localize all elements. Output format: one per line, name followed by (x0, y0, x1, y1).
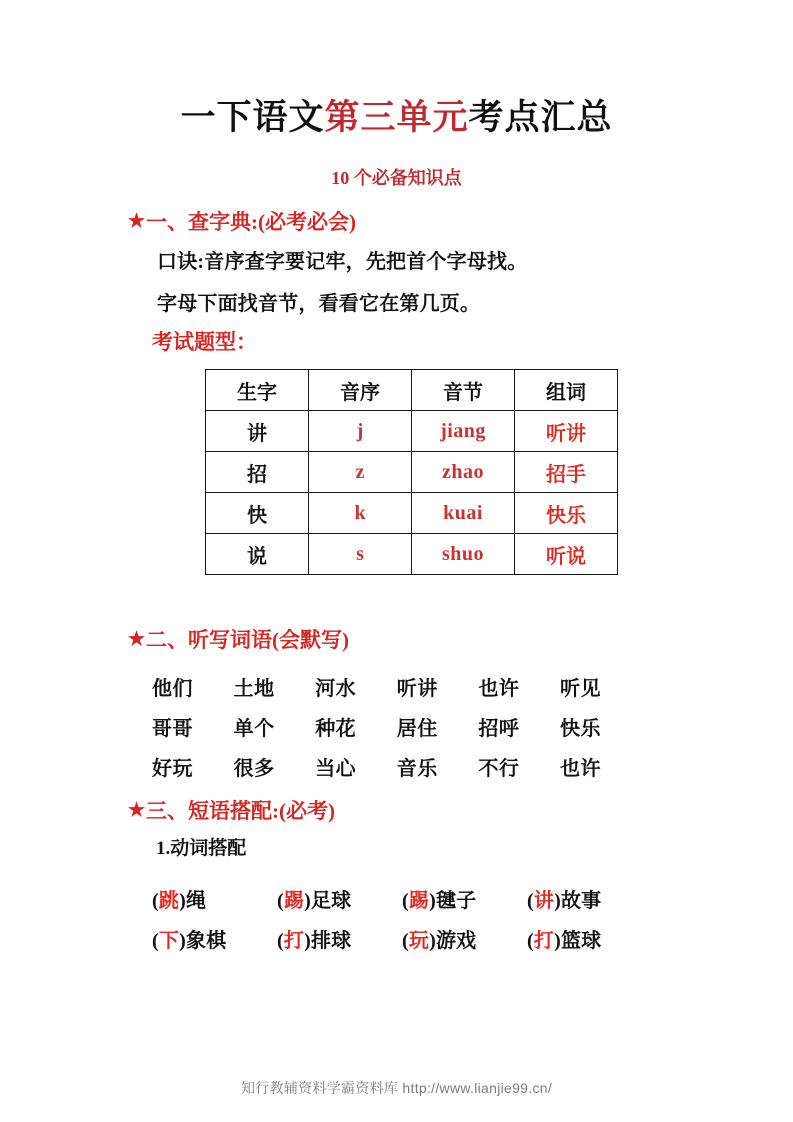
word-item: 居住 (396, 717, 438, 740)
phrase-verb: 下 (158, 929, 180, 952)
table-cell-letter: s (309, 534, 412, 575)
table-header-cell: 音序 (309, 370, 412, 411)
paren-close: ) (554, 889, 561, 912)
phrase-item (277, 884, 402, 913)
word-item: 快乐 (559, 717, 601, 740)
phrase-noun: 绳 (185, 889, 207, 912)
word-row (152, 666, 642, 706)
table-row (206, 411, 618, 452)
section-3-heading-label: 三、短语搭配:(必考) (146, 799, 336, 823)
phrase-noun: 足球 (310, 889, 352, 912)
table-cell-char: 讲 (206, 411, 309, 452)
paren-open: ( (527, 889, 534, 912)
phrase-item (527, 924, 652, 953)
paren-close: ) (429, 929, 436, 952)
page-title (0, 96, 793, 140)
word-item: 招呼 (478, 717, 520, 740)
phrase-item (527, 884, 652, 913)
phrase-noun: 故事 (560, 889, 602, 912)
paren-close: ) (179, 889, 186, 912)
word-item: 河水 (315, 677, 357, 700)
table-cell-syllable: zhao (412, 452, 515, 493)
table-header-cell: 生字 (206, 370, 309, 411)
dictionary-table-container (205, 369, 618, 575)
word-item: 很多 (233, 757, 275, 780)
word-item: 他们 (152, 677, 193, 700)
word-row (152, 746, 642, 786)
phrase-noun: 象棋 (185, 929, 227, 952)
verb-collocation-label: 1.动词搭配 (156, 838, 247, 859)
section-1-heading-label: 一、查字典:(必考必会) (146, 210, 357, 234)
phrase-item (152, 924, 277, 953)
phrase-verb: 讲 (533, 889, 555, 912)
phrase-verb: 玩 (408, 929, 430, 952)
star-icon: ★ (128, 628, 146, 650)
word-item: 单个 (233, 717, 275, 740)
phrase-verb: 打 (283, 929, 305, 952)
table-cell-word: 听说 (515, 534, 618, 575)
dictation-word-grid (152, 666, 642, 786)
paren-open: ( (152, 889, 159, 912)
paren-open: ( (152, 929, 159, 952)
phrase-item (402, 924, 527, 953)
word-item: 也许 (478, 677, 520, 700)
word-item: 好玩 (152, 757, 193, 780)
paren-close: ) (304, 929, 311, 952)
paren-open: ( (402, 929, 409, 952)
table-cell-word: 快乐 (515, 493, 618, 534)
word-item: 听讲 (396, 677, 438, 700)
section-2-heading-label: 二、听写词语(会默写) (146, 628, 350, 652)
footer-watermark: 知行教辅资料学霸资料库 http://www.lianjie99.cn/ (240, 1080, 553, 1096)
table-row (206, 452, 618, 493)
table-cell-letter: z (309, 452, 412, 493)
word-item: 也许 (559, 757, 601, 780)
table-cell-syllable: shuo (412, 534, 515, 575)
phrase-verb: 踢 (283, 889, 305, 912)
page-title-prefix: 一下语文 (180, 98, 325, 137)
star-icon: ★ (128, 210, 146, 232)
word-row (152, 706, 642, 746)
rhyme-line-2: 字母下面找音节，看看它在第几页。 (157, 293, 481, 315)
word-item: 种花 (315, 717, 357, 740)
word-item: 听见 (559, 677, 601, 700)
table-cell-char: 快 (206, 493, 309, 534)
word-item: 音乐 (396, 757, 438, 780)
paren-open: ( (402, 889, 409, 912)
paren-close: ) (554, 929, 561, 952)
dictionary-table (205, 369, 618, 575)
rhyme-line-1: 口诀:音序查字要记牢，先把首个字母找。 (157, 251, 528, 273)
phrase-item (152, 884, 277, 913)
phrase-noun: 游戏 (435, 929, 477, 952)
table-cell-char: 说 (206, 534, 309, 575)
paren-close: ) (429, 889, 436, 912)
table-header-row (206, 370, 618, 411)
section-1-heading (128, 208, 356, 236)
table-row (206, 534, 618, 575)
table-cell-char: 招 (206, 452, 309, 493)
table-cell-letter: k (309, 493, 412, 534)
phrase-verb: 跳 (158, 889, 180, 912)
section-3-heading (128, 797, 335, 825)
table-cell-syllable: jiang (412, 411, 515, 452)
table-header-cell: 组词 (515, 370, 618, 411)
phrase-noun: 篮球 (560, 929, 602, 952)
paren-close: ) (179, 929, 186, 952)
word-item: 当心 (315, 757, 357, 780)
table-row (206, 493, 618, 534)
table-header-cell: 音节 (412, 370, 515, 411)
section-2-heading (128, 626, 349, 654)
page-title-suffix: 考点汇总 (468, 98, 613, 137)
word-item: 哥哥 (152, 717, 193, 740)
phrase-row (152, 918, 652, 958)
paren-open: ( (277, 929, 284, 952)
star-icon: ★ (128, 799, 146, 821)
phrase-row (152, 878, 652, 918)
paren-open: ( (277, 889, 284, 912)
word-item: 不行 (478, 757, 520, 780)
page-title-highlight: 第三单元 (324, 98, 469, 137)
phrase-item (277, 924, 402, 953)
table-cell-word: 听讲 (515, 411, 618, 452)
exam-type-label: 考试题型： (152, 330, 257, 354)
table-cell-word: 招手 (515, 452, 618, 493)
phrase-collocation-grid (152, 878, 652, 958)
paren-open: ( (527, 929, 534, 952)
paren-close: ) (304, 889, 311, 912)
phrase-noun: 毽子 (435, 889, 477, 912)
page-subtitle: 10 个必备知识点 (331, 168, 462, 188)
table-cell-syllable: kuai (412, 493, 515, 534)
phrase-noun: 排球 (310, 929, 352, 952)
phrase-verb: 踢 (408, 889, 430, 912)
word-item: 土地 (233, 677, 275, 700)
phrase-item (402, 884, 527, 913)
phrase-verb: 打 (533, 929, 555, 952)
table-cell-letter: j (309, 411, 412, 452)
